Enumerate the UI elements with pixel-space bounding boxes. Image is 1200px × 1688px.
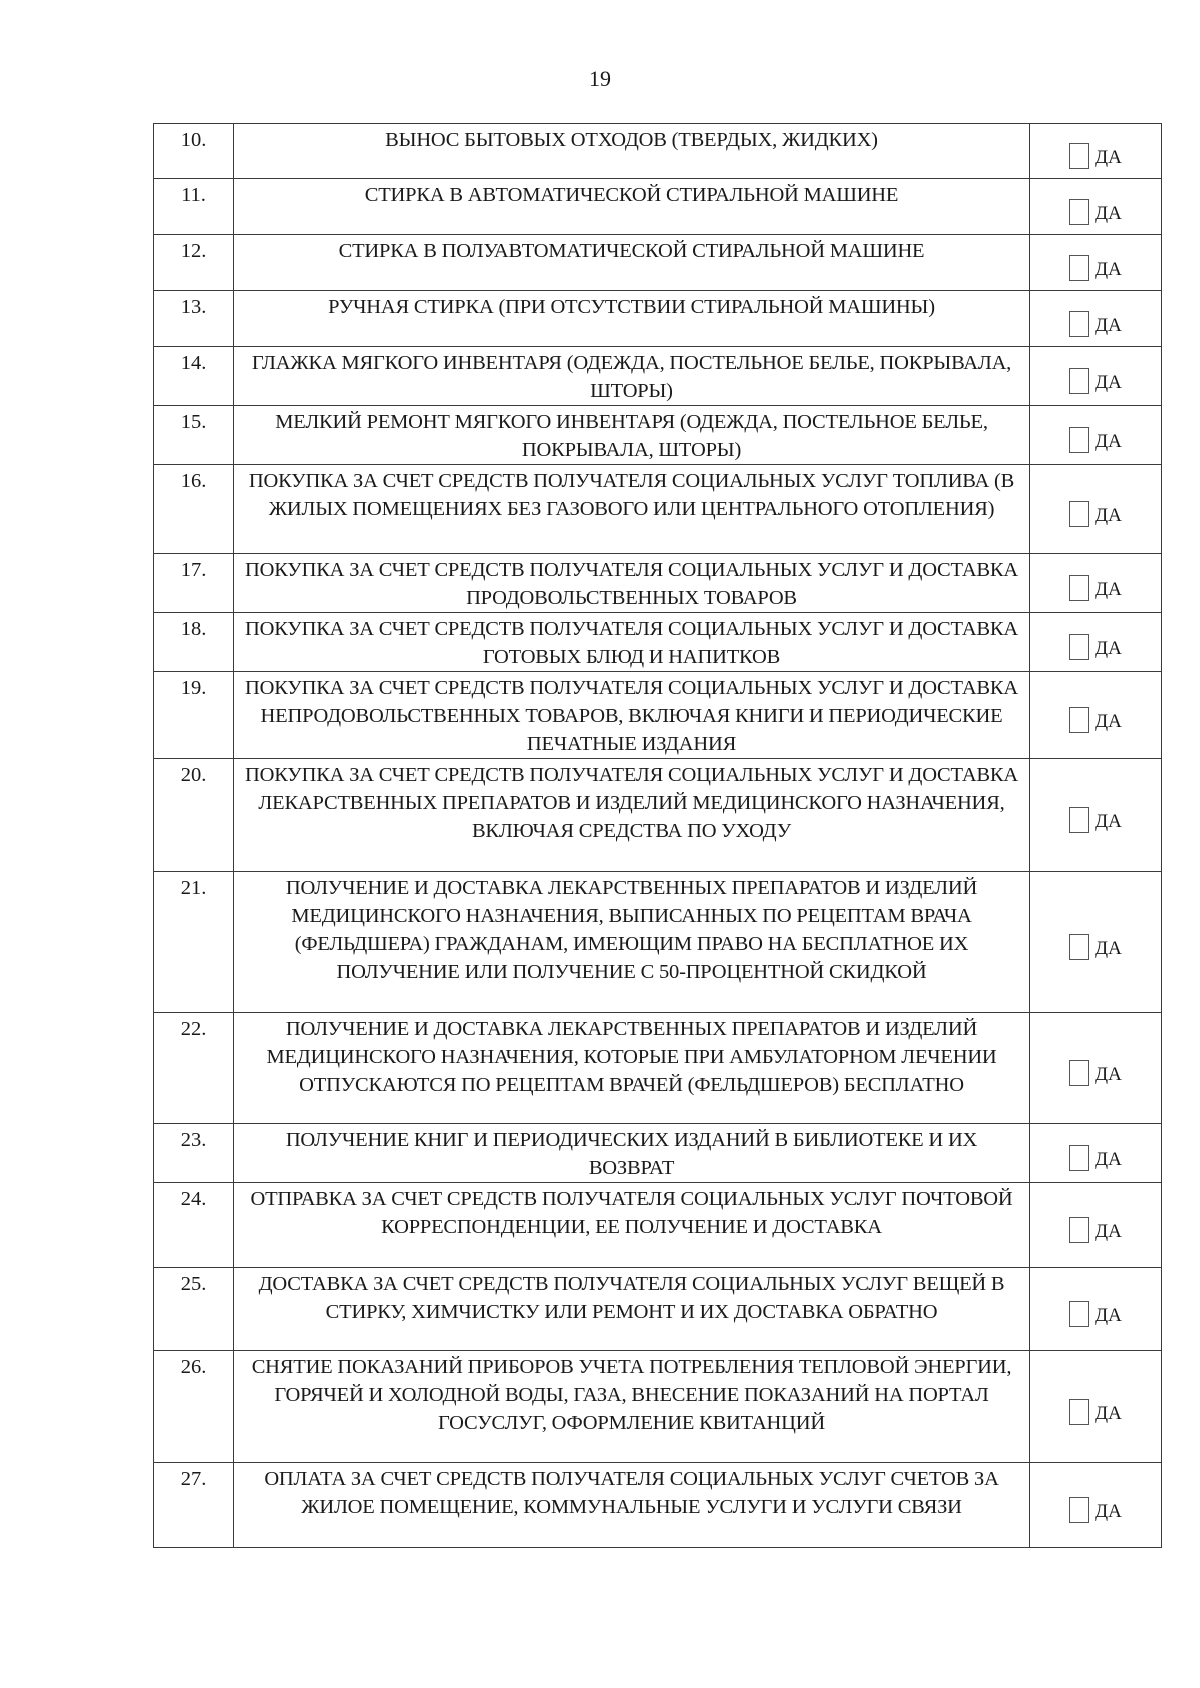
yes-checkbox[interactable] <box>1069 143 1089 169</box>
yes-option-cell <box>1030 124 1162 179</box>
service-description: ПОКУПКА ЗА СЧЕТ СРЕДСТВ ПОЛУЧАТЕЛЯ СОЦИАЛЬНЫХ УСЛУГ И ДОСТАВКА ПРОДОВОЛЬСТВЕННЫХ ТОВАРОВ <box>234 554 1030 613</box>
row-number: 14. <box>154 347 234 406</box>
table-row <box>154 465 1162 554</box>
yes-checkbox[interactable] <box>1069 807 1089 833</box>
yes-label: ДА <box>1095 638 1122 659</box>
table-row <box>154 1268 1162 1351</box>
row-number: 21. <box>154 872 234 1013</box>
yes-option <box>1030 1135 1161 1171</box>
yes-label: ДА <box>1095 1064 1122 1085</box>
yes-checkbox[interactable] <box>1069 1060 1089 1086</box>
yes-option-cell <box>1030 179 1162 235</box>
yes-option-cell <box>1030 759 1162 872</box>
table-row <box>154 179 1162 235</box>
yes-label: ДА <box>1095 202 1122 224</box>
yes-option <box>1030 301 1161 337</box>
yes-checkbox[interactable] <box>1069 1497 1089 1523</box>
yes-option <box>1030 624 1161 660</box>
yes-label: ДА <box>1095 938 1122 959</box>
yes-option <box>1030 924 1161 960</box>
row-number: 19. <box>154 672 234 759</box>
table-row <box>154 672 1162 759</box>
yes-option-cell <box>1030 235 1162 291</box>
yes-checkbox[interactable] <box>1069 368 1089 394</box>
yes-label: ДА <box>1095 1402 1122 1424</box>
yes-option-cell <box>1030 1013 1162 1124</box>
yes-option <box>1030 797 1161 833</box>
page-number: 19 <box>589 66 611 91</box>
yes-checkbox[interactable] <box>1069 634 1089 660</box>
yes-checkbox[interactable] <box>1069 1145 1089 1171</box>
yes-checkbox[interactable] <box>1069 707 1089 733</box>
services-table-body <box>154 124 1162 1548</box>
table-row <box>154 872 1162 1013</box>
table-row <box>154 1013 1162 1124</box>
yes-option-cell <box>1030 347 1162 406</box>
table-row <box>154 613 1162 672</box>
service-description: ПОКУПКА ЗА СЧЕТ СРЕДСТВ ПОЛУЧАТЕЛЯ СОЦИАЛЬНЫХ УСЛУГ И ДОСТАВКА ЛЕКАРСТВЕННЫХ ПРЕПАРАТОВ И ИЗДЕЛИЙ МЕДИЦИНСКОГО НАЗНАЧЕНИЯ, ВКЛЮЧАЯ СРЕДСТВА ПО УХОДУ <box>234 759 1030 872</box>
service-description: ПОЛУЧЕНИЕ КНИГ И ПЕРИОДИЧЕСКИХ ИЗДАНИЙ В БИБЛИОТЕКЕ И ИХ ВОЗВРАТ <box>234 1124 1030 1183</box>
table-row <box>154 235 1162 291</box>
yes-label: ДА <box>1095 147 1122 168</box>
yes-checkbox[interactable] <box>1069 1399 1089 1425</box>
row-number: 22. <box>154 1013 234 1124</box>
row-number: 20. <box>154 759 234 872</box>
table-row <box>154 759 1162 872</box>
service-description: ОТПРАВКА ЗА СЧЕТ СРЕДСТВ ПОЛУЧАТЕЛЯ СОЦИАЛЬНЫХ УСЛУГ ПОЧТОВОЙ КОРРЕСПОНДЕНЦИИ, ЕЕ ПОЛУЧЕНИЕ И ДОСТАВКА <box>234 1183 1030 1268</box>
yes-label: ДА <box>1095 258 1122 280</box>
yes-checkbox[interactable] <box>1069 934 1089 960</box>
row-number: 16. <box>154 465 234 554</box>
service-description: СТИРКА В ПОЛУАВТОМАТИЧЕСКОЙ СТИРАЛЬНОЙ МАШИНЕ <box>234 235 1030 291</box>
yes-option <box>1030 358 1161 394</box>
row-number: 12. <box>154 235 234 291</box>
yes-option <box>1030 491 1161 527</box>
row-number: 26. <box>154 1351 234 1463</box>
row-number: 13. <box>154 291 234 347</box>
yes-checkbox[interactable] <box>1069 255 1089 281</box>
yes-label: ДА <box>1095 811 1122 832</box>
yes-option <box>1030 1050 1161 1086</box>
table-row <box>154 1183 1162 1268</box>
yes-label: ДА <box>1095 314 1122 336</box>
table-row <box>154 406 1162 465</box>
row-number: 11. <box>154 179 234 235</box>
service-description: ОПЛАТА ЗА СЧЕТ СРЕДСТВ ПОЛУЧАТЕЛЯ СОЦИАЛЬНЫХ УСЛУГ СЧЕТОВ ЗА ЖИЛОЕ ПОМЕЩЕНИЕ, КОММУНАЛЬНЫЕ УСЛУГИ И УСЛУГИ СВЯЗИ <box>234 1463 1030 1548</box>
table-row <box>154 1124 1162 1183</box>
yes-checkbox[interactable] <box>1069 427 1089 453</box>
yes-checkbox[interactable] <box>1069 575 1089 601</box>
yes-label: ДА <box>1095 431 1122 452</box>
row-number: 23. <box>154 1124 234 1183</box>
yes-label: ДА <box>1095 579 1122 600</box>
yes-option <box>1030 417 1161 453</box>
table-row <box>154 347 1162 406</box>
yes-checkbox[interactable] <box>1069 1301 1089 1327</box>
yes-option-cell <box>1030 406 1162 465</box>
yes-option-cell <box>1030 1463 1162 1548</box>
yes-option <box>1030 1389 1161 1425</box>
service-description: ГЛАЖКА МЯГКОГО ИНВЕНТАРЯ (ОДЕЖДА, ПОСТЕЛЬНОЕ БЕЛЬЕ, ПОКРЫВАЛА, ШТОРЫ) <box>234 347 1030 406</box>
yes-option <box>1030 189 1161 225</box>
yes-label: ДА <box>1095 505 1122 526</box>
service-description: РУЧНАЯ СТИРКА (ПРИ ОТСУТСТВИИ СТИРАЛЬНОЙ МАШИНЫ) <box>234 291 1030 347</box>
yes-option-cell <box>1030 1351 1162 1463</box>
yes-label: ДА <box>1095 1305 1122 1326</box>
row-number: 25. <box>154 1268 234 1351</box>
yes-option-cell <box>1030 613 1162 672</box>
yes-option <box>1030 1291 1161 1327</box>
yes-option-cell <box>1030 872 1162 1013</box>
row-number: 24. <box>154 1183 234 1268</box>
yes-option-cell <box>1030 554 1162 613</box>
yes-option <box>1030 697 1161 733</box>
yes-option-cell <box>1030 465 1162 554</box>
yes-option-cell <box>1030 1268 1162 1351</box>
service-description: СТИРКА В АВТОМАТИЧЕСКОЙ СТИРАЛЬНОЙ МАШИНЕ <box>234 179 1030 235</box>
row-number: 10. <box>154 124 234 179</box>
yes-option <box>1030 245 1161 281</box>
row-number: 15. <box>154 406 234 465</box>
yes-option-cell <box>1030 1124 1162 1183</box>
yes-option <box>1030 1487 1161 1523</box>
yes-label: ДА <box>1095 1149 1122 1170</box>
services-table <box>153 123 1162 1548</box>
row-number: 17. <box>154 554 234 613</box>
yes-label: ДА <box>1095 1221 1122 1242</box>
table-row <box>154 554 1162 613</box>
service-description: ПОКУПКА ЗА СЧЕТ СРЕДСТВ ПОЛУЧАТЕЛЯ СОЦИАЛЬНЫХ УСЛУГ И ДОСТАВКА ГОТОВЫХ БЛЮД И НАПИТКОВ <box>234 613 1030 672</box>
table-row <box>154 1351 1162 1463</box>
service-description: ДОСТАВКА ЗА СЧЕТ СРЕДСТВ ПОЛУЧАТЕЛЯ СОЦИАЛЬНЫХ УСЛУГ ВЕЩЕЙ В СТИРКУ, ХИМЧИСТКУ ИЛИ РЕМОНТ И ИХ ДОСТАВКА ОБРАТНО <box>234 1268 1030 1351</box>
service-description: ПОКУПКА ЗА СЧЕТ СРЕДСТВ ПОЛУЧАТЕЛЯ СОЦИАЛЬНЫХ УСЛУГ ТОПЛИВА (В ЖИЛЫХ ПОМЕЩЕНИЯХ БЕЗ ГАЗОВОГО ИЛИ ЦЕНТРАЛЬНОГО ОТОПЛЕНИЯ) <box>234 465 1030 554</box>
yes-label: ДА <box>1095 711 1122 732</box>
service-description: ПОЛУЧЕНИЕ И ДОСТАВКА ЛЕКАРСТВЕННЫХ ПРЕПАРАТОВ И ИЗДЕЛИЙ МЕДИЦИНСКОГО НАЗНАЧЕНИЯ, КОТОРЫЕ ПРИ АМБУЛАТОРНОМ ЛЕЧЕНИИ ОТПУСКАЮТСЯ ПО РЕЦЕПТАМ ВРАЧЕЙ (ФЕЛЬДШЕРОВ) БЕСПЛАТНО <box>234 1013 1030 1124</box>
table-row <box>154 1463 1162 1548</box>
yes-checkbox[interactable] <box>1069 311 1089 337</box>
row-number: 18. <box>154 613 234 672</box>
row-number: 27. <box>154 1463 234 1548</box>
yes-option-cell <box>1030 672 1162 759</box>
yes-label: ДА <box>1095 1501 1122 1522</box>
yes-checkbox[interactable] <box>1069 501 1089 527</box>
service-description: МЕЛКИЙ РЕМОНТ МЯГКОГО ИНВЕНТАРЯ (ОДЕЖДА, ПОСТЕЛЬНОЕ БЕЛЬЕ, ПОКРЫВАЛА, ШТОРЫ) <box>234 406 1030 465</box>
yes-option-cell <box>1030 1183 1162 1268</box>
yes-checkbox[interactable] <box>1069 199 1089 225</box>
service-description: ПОКУПКА ЗА СЧЕТ СРЕДСТВ ПОЛУЧАТЕЛЯ СОЦИАЛЬНЫХ УСЛУГ И ДОСТАВКА НЕПРОДОВОЛЬСТВЕННЫХ ТОВАРОВ, ВКЛЮЧАЯ КНИГИ И ПЕРИОДИЧЕСКИЕ ПЕЧАТНЫЕ ИЗДАНИЯ <box>234 672 1030 759</box>
yes-option-cell <box>1030 291 1162 347</box>
yes-option <box>1030 1207 1161 1243</box>
service-description: СНЯТИЕ ПОКАЗАНИЙ ПРИБОРОВ УЧЕТА ПОТРЕБЛЕНИЯ ТЕПЛОВОЙ ЭНЕРГИИ, ГОРЯЧЕЙ И ХОЛОДНОЙ ВОДЫ, ГАЗА, ВНЕСЕНИЕ ПОКАЗАНИЙ НА ПОРТАЛ ГОСУСЛУГ, ОФОРМЛЕНИЕ КВИТАНЦИЙ <box>234 1351 1030 1463</box>
yes-option <box>1030 133 1161 169</box>
yes-checkbox[interactable] <box>1069 1217 1089 1243</box>
service-description: ВЫНОС БЫТОВЫХ ОТХОДОВ (ТВЕРДЫХ, ЖИДКИХ) <box>234 124 1030 179</box>
yes-label: ДА <box>1095 372 1122 393</box>
table-row <box>154 124 1162 179</box>
table-row <box>154 291 1162 347</box>
yes-option <box>1030 565 1161 601</box>
service-description: ПОЛУЧЕНИЕ И ДОСТАВКА ЛЕКАРСТВЕННЫХ ПРЕПАРАТОВ И ИЗДЕЛИЙ МЕДИЦИНСКОГО НАЗНАЧЕНИЯ, ВЫПИСАННЫХ ПО РЕЦЕПТАМ ВРАЧА (ФЕЛЬДШЕРА) ГРАЖДАНАМ, ИМЕЮЩИМ ПРАВО НА БЕСПЛАТНОЕ ИХ ПОЛУЧЕНИЕ ИЛИ ПОЛУЧЕНИЕ С 50-ПРОЦЕНТНОЙ СКИДКОЙ <box>234 872 1030 1013</box>
